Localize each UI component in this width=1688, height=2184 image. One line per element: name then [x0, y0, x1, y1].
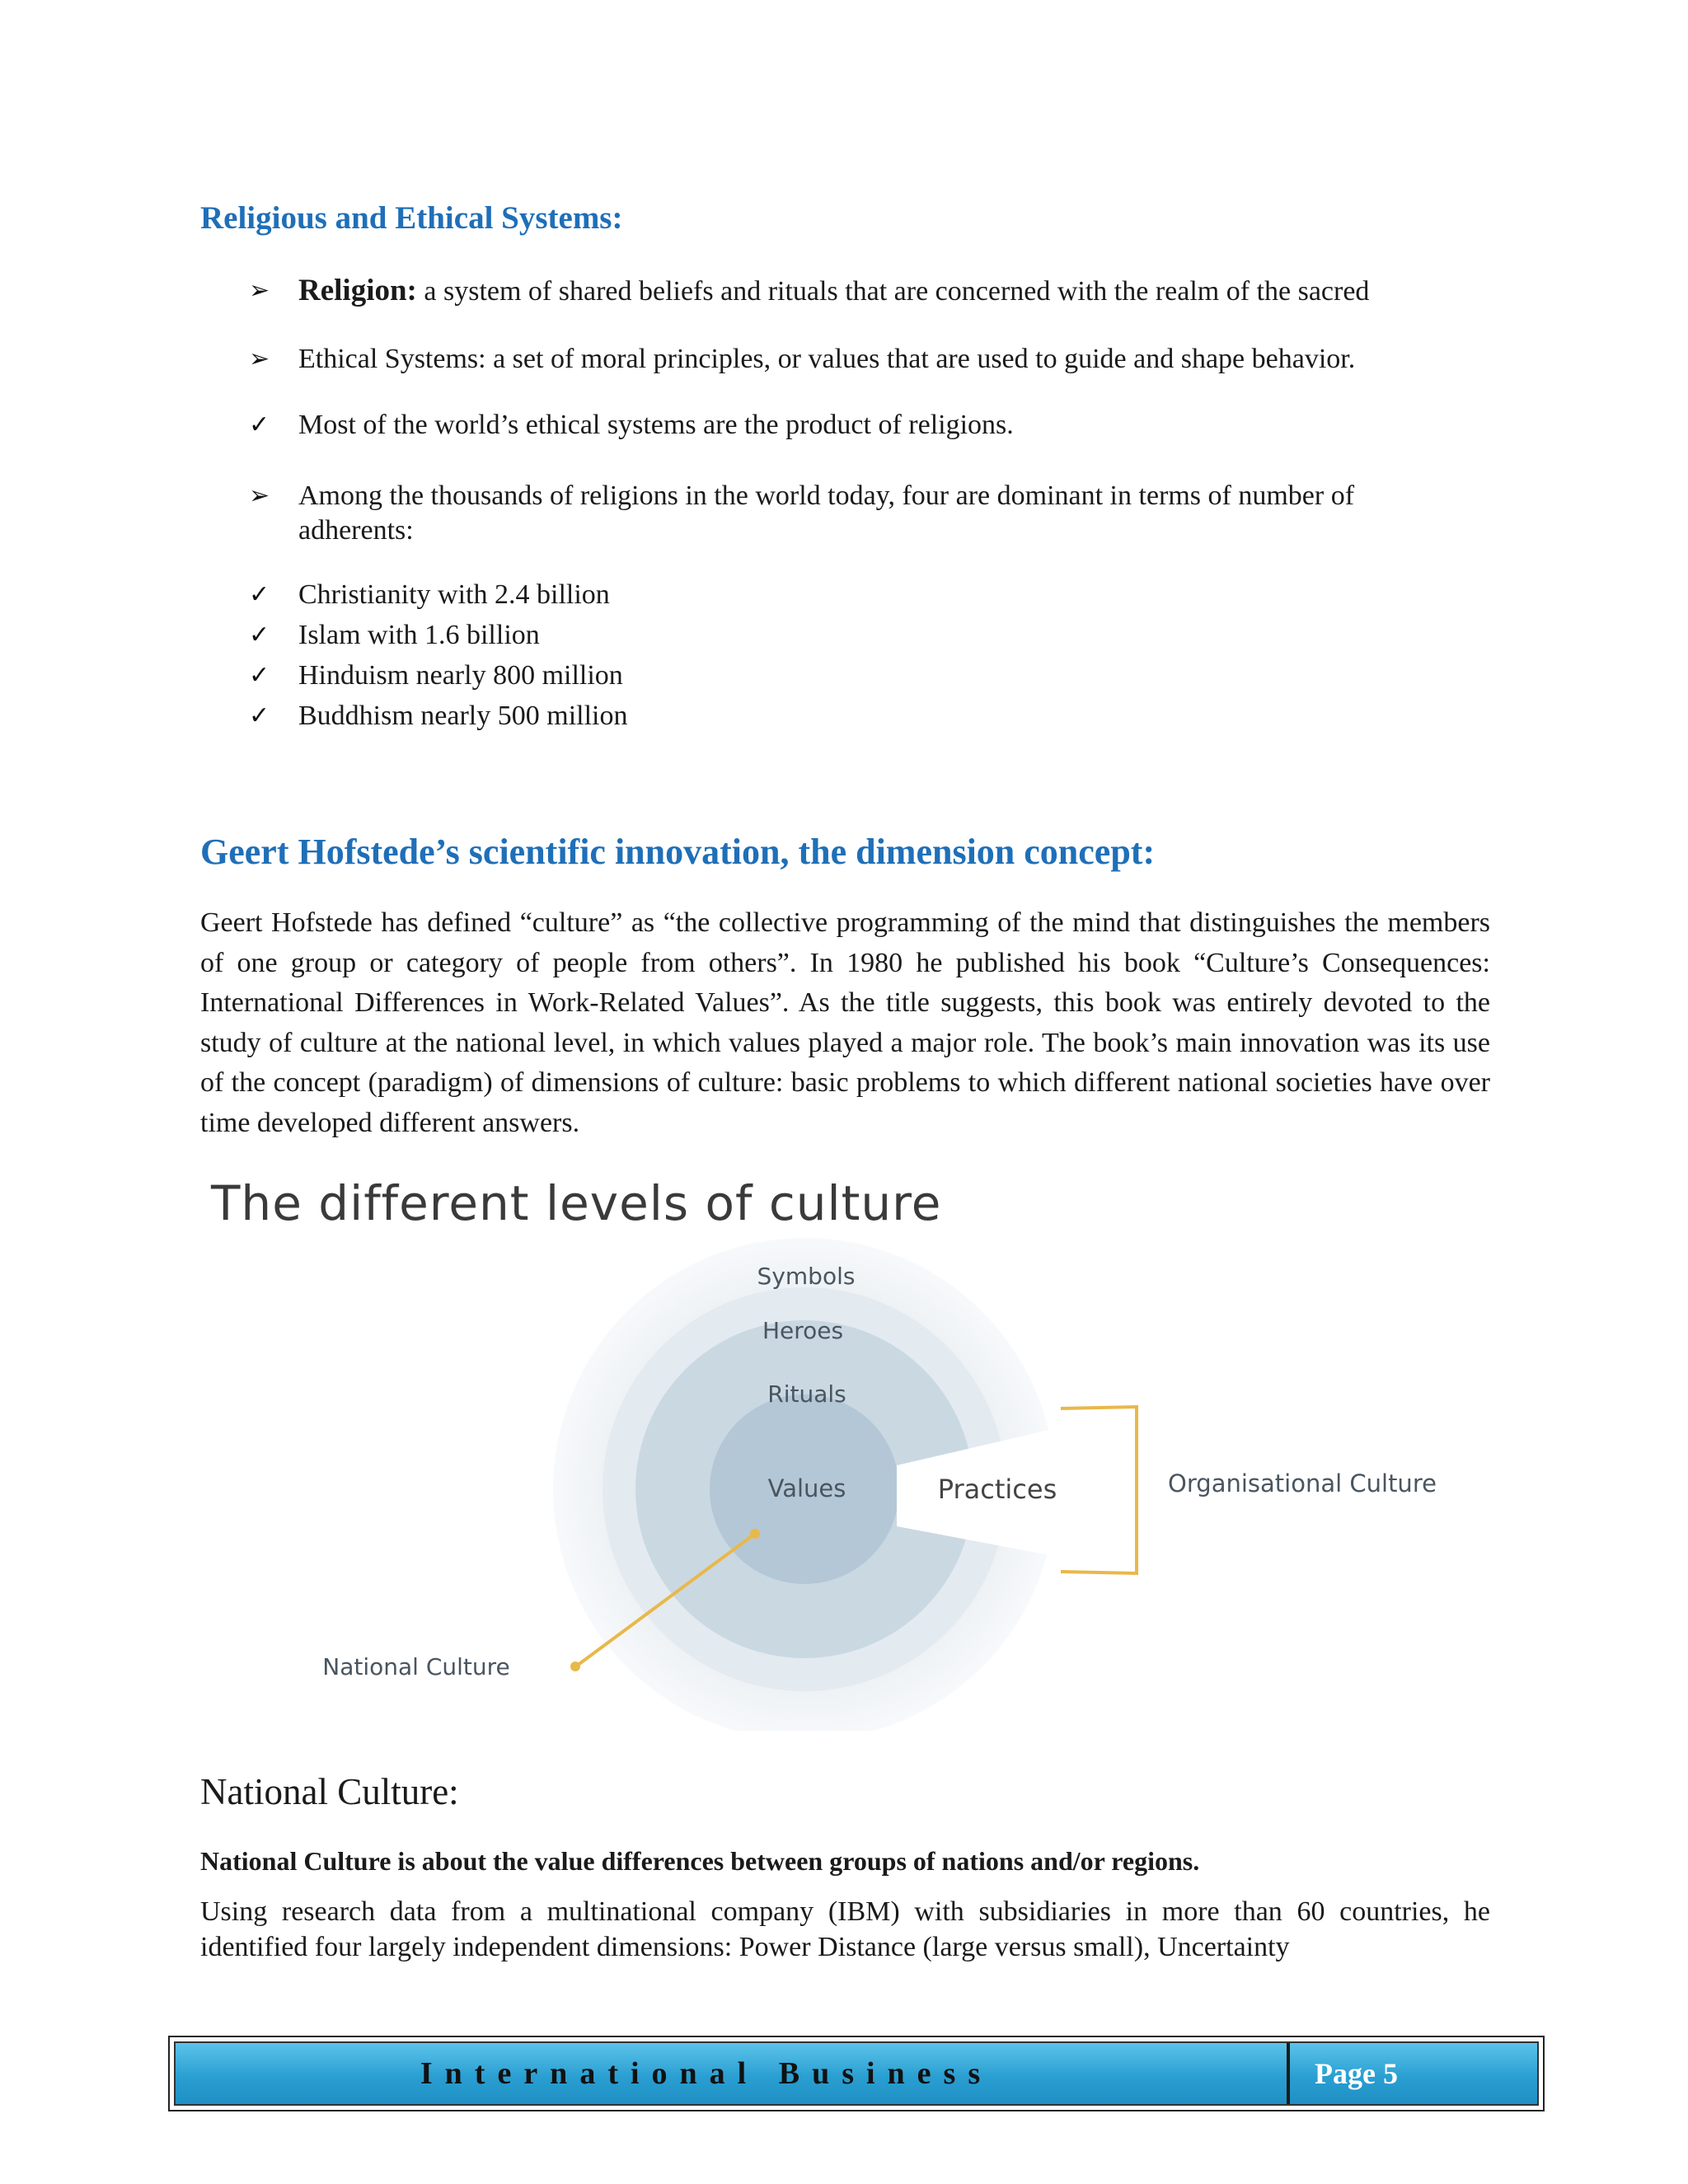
religion-text: Islam with 1.6 billion: [298, 620, 540, 650]
bullet-text: Most of the world’s ethical systems are the product of religions.: [298, 410, 1014, 440]
arrow-bullet-icon: ➢: [249, 276, 270, 305]
check-item-product: [249, 407, 1502, 443]
checkmark-icon: ✓: [249, 661, 270, 690]
religion-definition: a system of shared beliefs and rituals that are concerned with the realm of the sacred: [416, 276, 1370, 307]
religion-item: [249, 577, 1502, 613]
checkmark-icon: ✓: [249, 701, 270, 730]
religion-text: Christianity with 2.4 billion: [298, 579, 610, 610]
hofstede-paragraph: Geert Hofstede has defined “culture” as “the collective programming of the mind that distinguishes the members of one group or category of people from others”. In 1980 he published his book “Culture’s Consequences: International Differences in Work-Related Values”. As the title suggests, this book was entirely devoted to the study of culture at the national level, in which values played a major role. The book’s main innovation was its use of the concept (paradigm) of dimensions of culture: basic problems to which different national societies have over time developed different answers.: [200, 907, 1490, 1138]
label-rituals: Rituals: [767, 1380, 846, 1408]
national-culture-paragraph: Using research data from a multinational company (IBM) with subsidiaries in more than 60 countries, he identified four largely independent dimensions: Power Distance (large versus small), Uncertainty: [200, 1896, 1490, 1962]
bullet-text: Among the thousands of religions in the world today, four are dominant in terms of number of adherents:: [298, 480, 1355, 546]
figure-title: The different levels of culture: [211, 1175, 942, 1231]
checkmark-icon: ✓: [249, 410, 270, 439]
label-practices: Practices: [937, 1474, 1057, 1505]
pointer-dot-inner: [750, 1529, 760, 1539]
section-heading-hofstede: Geert Hofstede’s scientific innovation, the dimension concept:: [200, 832, 1156, 872]
footer-title: International Business: [420, 2056, 993, 2091]
bullet-among: [249, 479, 1456, 548]
bullet-text: [298, 273, 1502, 310]
term-religion: Religion:: [298, 274, 417, 307]
page-number: Page 5: [1315, 2057, 1398, 2090]
culture-diagram: [200, 1170, 1519, 1731]
label-heroes: Heroes: [762, 1317, 844, 1344]
checkmark-icon: ✓: [249, 580, 270, 609]
label-values: Values: [767, 1474, 846, 1502]
label-symbols: Symbols: [757, 1263, 856, 1290]
religion-text: Hinduism nearly 800 million: [298, 660, 623, 691]
bullet-religion: [249, 273, 1502, 310]
bullet-ethical: [249, 341, 1502, 377]
religion-item: [249, 658, 1502, 694]
section-heading-national-culture: National Culture:: [200, 1771, 459, 1812]
national-culture-definition: National Culture is about the value differences between groups of nations and/or regions.: [200, 1846, 1200, 1876]
religion-text: Buddhism nearly 500 million: [298, 701, 628, 731]
bullet-text: Ethical Systems: a set of moral principles, or values that are used to guide and shape behavior.: [298, 344, 1356, 374]
pointer-dot-outer: [570, 1661, 580, 1671]
footer-title-cell: [176, 2043, 1290, 2104]
checkmark-icon: ✓: [249, 621, 270, 649]
footer-page-cell: [1290, 2043, 1537, 2104]
section-heading-religious: Religious and Ethical Systems:: [200, 200, 623, 236]
page-footer: [168, 2036, 1545, 2111]
label-national-culture: National Culture: [322, 1653, 510, 1680]
religion-item: [249, 617, 1502, 654]
arrow-bullet-icon: ➢: [249, 481, 270, 510]
footer-inner: [174, 2041, 1539, 2106]
culture-levels-figure: [200, 1170, 1519, 1731]
religion-item: [249, 698, 1502, 734]
label-organisational-culture: Organisational Culture: [1168, 1469, 1437, 1497]
arrow-bullet-icon: ➢: [249, 344, 270, 373]
